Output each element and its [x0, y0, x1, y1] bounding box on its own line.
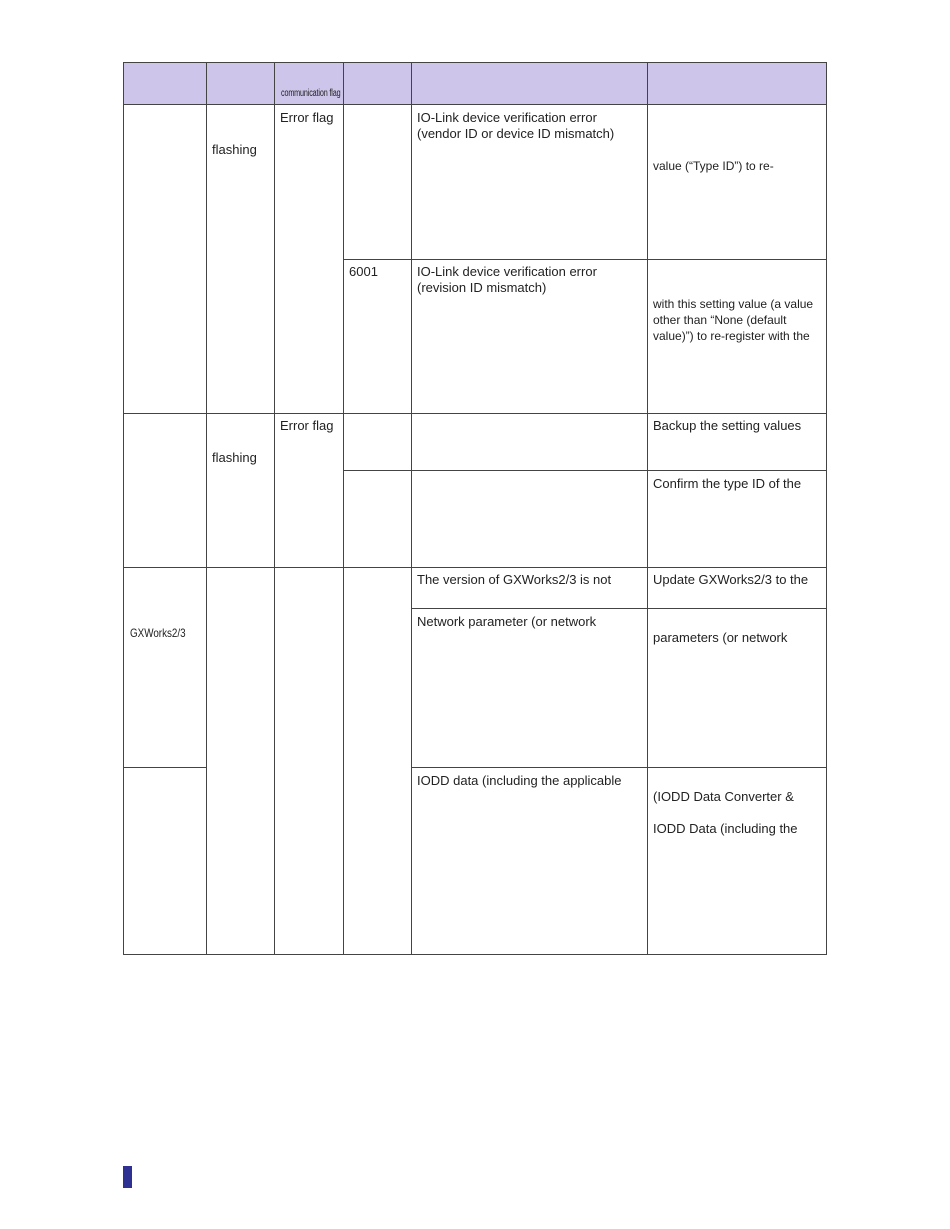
cell-r3-col6: Backup the setting values: [653, 418, 802, 433]
cell-r5-col1: GXWorks2/3: [130, 626, 186, 640]
col-divider-5: [647, 62, 648, 955]
cell-r7-col5: IODD data (including the applicable: [417, 773, 622, 788]
row-separator-col1-r6: [123, 767, 207, 768]
col-divider-2: [274, 62, 275, 955]
header-communication-flag: communication flag: [281, 88, 341, 99]
table-border-left: [123, 62, 124, 955]
cell-r7-col6-line1: (IODD Data Converter &: [653, 789, 794, 804]
col-divider-3: [343, 62, 344, 955]
cell-r2-col6-line1: with this setting value (a value: [653, 297, 814, 311]
table-border-right: [826, 62, 827, 955]
table-border-bottom: [123, 954, 827, 955]
row-separator-r3-r4: [343, 470, 827, 471]
row-separator-r5-r6: [411, 608, 827, 609]
cell-r2-col4: 6001: [349, 264, 378, 279]
row-separator-r6-r7: [411, 767, 827, 768]
cell-r1-col3: Error flag: [280, 110, 334, 125]
cell-r5-col5: The version of GXWorks2/3 is not: [417, 572, 612, 587]
cell-r1-col5-line1: IO-Link device verification error: [417, 110, 597, 125]
row-separator-group2: [123, 567, 827, 568]
cell-r3-col3: Error flag: [280, 418, 334, 433]
cell-r6-col5: Network parameter (or network: [417, 614, 597, 629]
cell-r3-col2: flashing: [212, 450, 257, 465]
cell-r5-col6: Update GXWorks2/3 to the: [653, 572, 809, 587]
row-separator-group1: [123, 413, 827, 414]
cell-r1-col6: value (“Type ID”) to re-: [653, 159, 774, 173]
page-marker: [123, 1166, 132, 1188]
cell-r2-col5-line2: (revision ID mismatch): [417, 280, 547, 295]
cell-r6-col6: parameters (or network: [653, 630, 788, 645]
cell-r4-col6: Confirm the type ID of the: [653, 476, 802, 491]
row-separator-r1-r2: [343, 259, 827, 260]
cell-r2-col6-line2: other than “None (default: [653, 313, 787, 327]
col-divider-4: [411, 62, 412, 955]
cell-r1-col5-line2: (vendor ID or device ID mismatch): [417, 126, 615, 141]
cell-r1-col2: flashing: [212, 142, 257, 157]
cell-r7-col6-line2: IODD Data (including the: [653, 821, 798, 836]
cell-r2-col5-line1: IO-Link device verification error: [417, 264, 597, 279]
cell-r2-col6-line3: value)”) to re-register with the: [653, 329, 810, 343]
col-divider-1: [206, 62, 207, 955]
troubleshooting-table: [123, 62, 827, 955]
table-header: [123, 62, 827, 105]
